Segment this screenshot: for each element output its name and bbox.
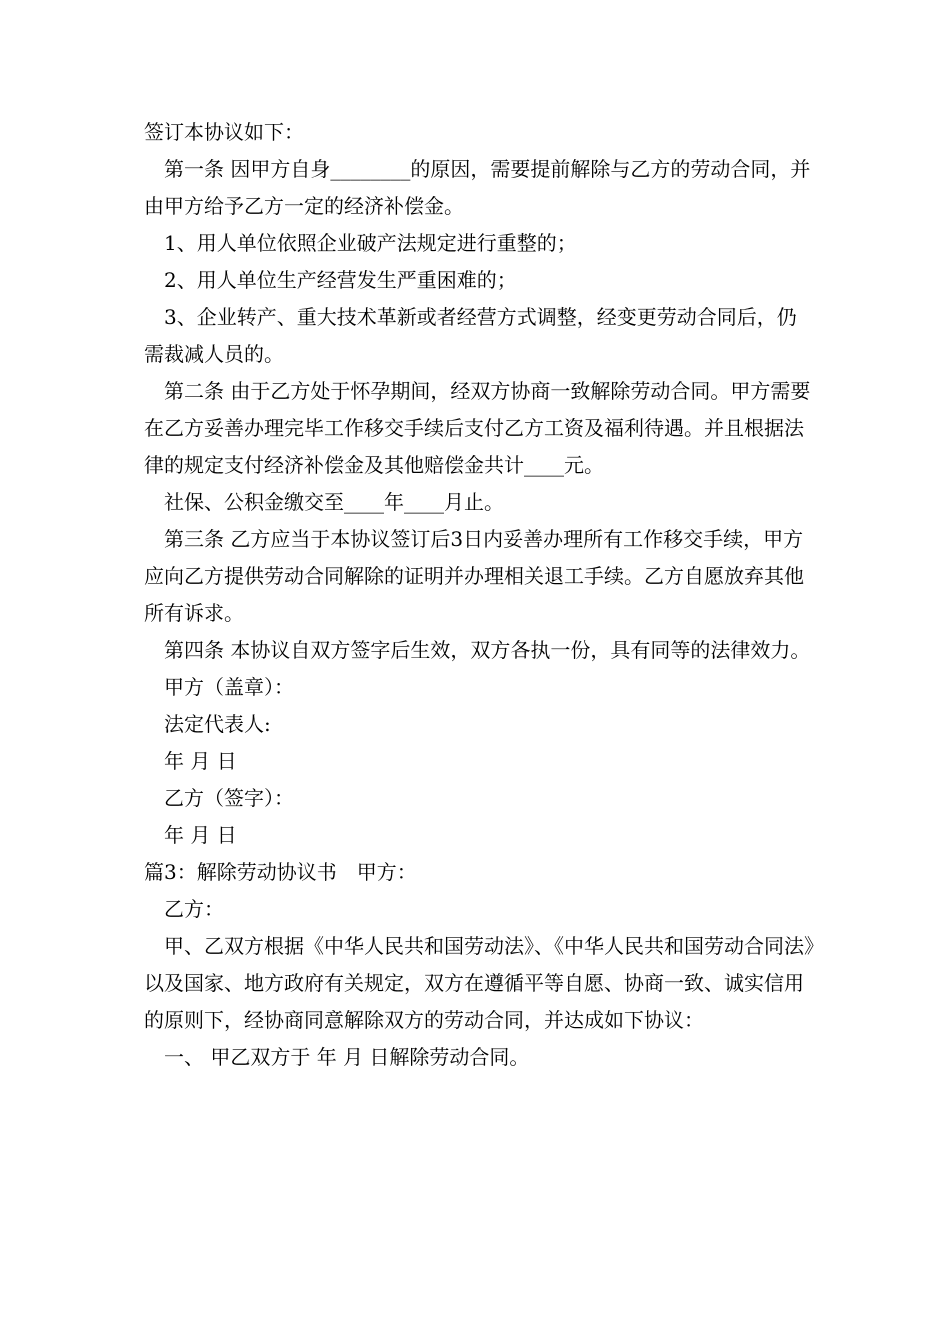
signature-date-a: 年 月 日	[164, 749, 237, 773]
paragraph-article-3: 第三条 乙方应当于本协议签订后3日内妥善办理所有工作移交手续，甲方应向乙方提供劳动合同解除的证明并办理相关退工手续。乙方自愿放弃其他所有诉求。	[144, 527, 804, 625]
signature-party-a: 甲方（盖章）：	[164, 675, 294, 699]
signature-party-b: 乙方（签字）：	[164, 786, 294, 810]
paragraph-article-4: 第四条 本协议自双方签字后生效，双方各执一份，具有同等的法律效力。	[164, 638, 811, 662]
paragraph-social-security: 社保、公积金缴交至____年____月止。	[164, 490, 504, 514]
paragraph-item-2: 2、用人单位生产经营发生严重困难的；	[164, 268, 517, 292]
signature-legal-rep: 法定代表人:	[164, 712, 271, 736]
paragraph-party-b-label: 乙方：	[164, 897, 224, 921]
paragraph-preamble: 甲、乙双方根据《中华人民共和国劳动法》、《中华人民共和国劳动合同法》以及国家、地方政府有关规定，双方在遵循平等自愿、协商一致、诚实信用的原则下，经协商同意解除双方的劳动合同，并达成如下协议：	[144, 934, 814, 1032]
section-heading-3: 篇3：解除劳动协议书 甲方：	[144, 860, 417, 884]
paragraph-clause-1: 一、 甲乙双方于 年 月 日解除劳动合同。	[164, 1045, 530, 1069]
signature-date-b: 年 月 日	[164, 823, 237, 847]
paragraph-item-1: 1、用人单位依照企业破产法规定进行重整的；	[164, 231, 577, 255]
paragraph-item-3: 3、企业转产、重大技术革新或者经营方式调整，经变更劳动合同后，仍需裁减人员的。	[144, 305, 797, 366]
document-page	[144, 114, 816, 1076]
paragraph-article-1: 第一条 因甲方自身________的原因，需要提前解除与乙方的劳动合同，并由甲方给予乙方一定的经济补偿金。	[144, 157, 811, 218]
paragraph-article-2: 第二条 由于乙方处于怀孕期间，经双方协商一致解除劳动合同。甲方需要在乙方妥善办理完毕工作移交手续后支付乙方工资及福利待遇。并且根据法律的规定支付经济补偿金及其他赔偿金共计____元。	[144, 379, 811, 477]
paragraph-intro: 签订本协议如下：	[144, 120, 304, 144]
